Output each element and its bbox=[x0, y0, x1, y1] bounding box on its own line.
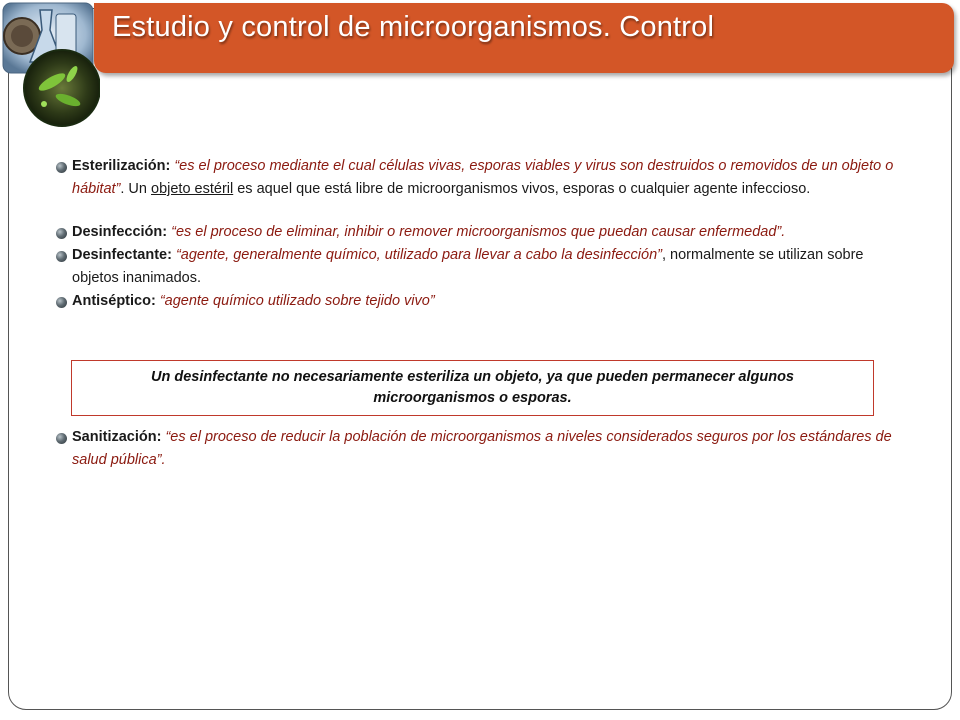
term-label: Desinfectante: bbox=[72, 247, 172, 263]
slide-frame bbox=[8, 8, 952, 710]
page-title: Estudio y control de microorganismos. Control bbox=[112, 11, 715, 43]
definition-quote: “agente, generalmente químico, utilizado para llevar a cabo la desinfección” bbox=[175, 247, 662, 263]
bullet-icon bbox=[56, 228, 67, 239]
list-item-sanitizacion bbox=[56, 426, 896, 472]
list-item-esterilizacion bbox=[56, 155, 896, 201]
term-label: Desinfección: bbox=[72, 224, 168, 240]
callout-box bbox=[71, 360, 874, 416]
bullet-icon bbox=[56, 251, 67, 262]
term-label: Sanitización: bbox=[72, 429, 162, 445]
term-label: Antiséptico: bbox=[72, 293, 156, 309]
definition-quote: “agente químico utilizado sobre tejido vivo” bbox=[159, 293, 435, 309]
list-item-antiseptico bbox=[56, 290, 896, 313]
bullet-icon bbox=[56, 162, 67, 173]
definition-text: es aquel que está libre de microorganismos vivos, esporas o cualquier agente infeccioso. bbox=[233, 181, 811, 197]
term-label: Esterilización: bbox=[72, 158, 171, 174]
definition-text: . Un bbox=[120, 181, 151, 197]
definition-text: , normalmente se utilizan sobre objetos inanimados. bbox=[72, 247, 864, 286]
callout-line: Un desinfectante no necesariamente esteriliza un objeto, ya que pueden permanecer algunos bbox=[150, 369, 794, 385]
bullet-icon bbox=[56, 297, 67, 308]
bullet-icon bbox=[56, 433, 67, 444]
definitions-list bbox=[56, 155, 896, 313]
definition-quote: “es el proceso mediante el cual células vivas, esporas viables y virus son destruidos o removidos de un objeto o hábitat” bbox=[72, 158, 894, 197]
definition-quote: “es el proceso de eliminar, inhibir o remover microorganismos que puedan causar enfermedad”. bbox=[171, 224, 786, 240]
list-item-desinfectante bbox=[56, 244, 896, 290]
microbe-logo-icon bbox=[0, 0, 100, 130]
list-item-desinfeccion bbox=[56, 221, 896, 244]
list-item-sanitizacion-wrap bbox=[56, 426, 896, 472]
definition-quote: “es el proceso de reducir la población de microorganismos a niveles considerados seguros por los estándares de salud pública”. bbox=[72, 429, 892, 468]
callout-line: microorganismos o esporas. bbox=[373, 390, 572, 406]
underlined-term: objeto estéril bbox=[151, 181, 234, 197]
